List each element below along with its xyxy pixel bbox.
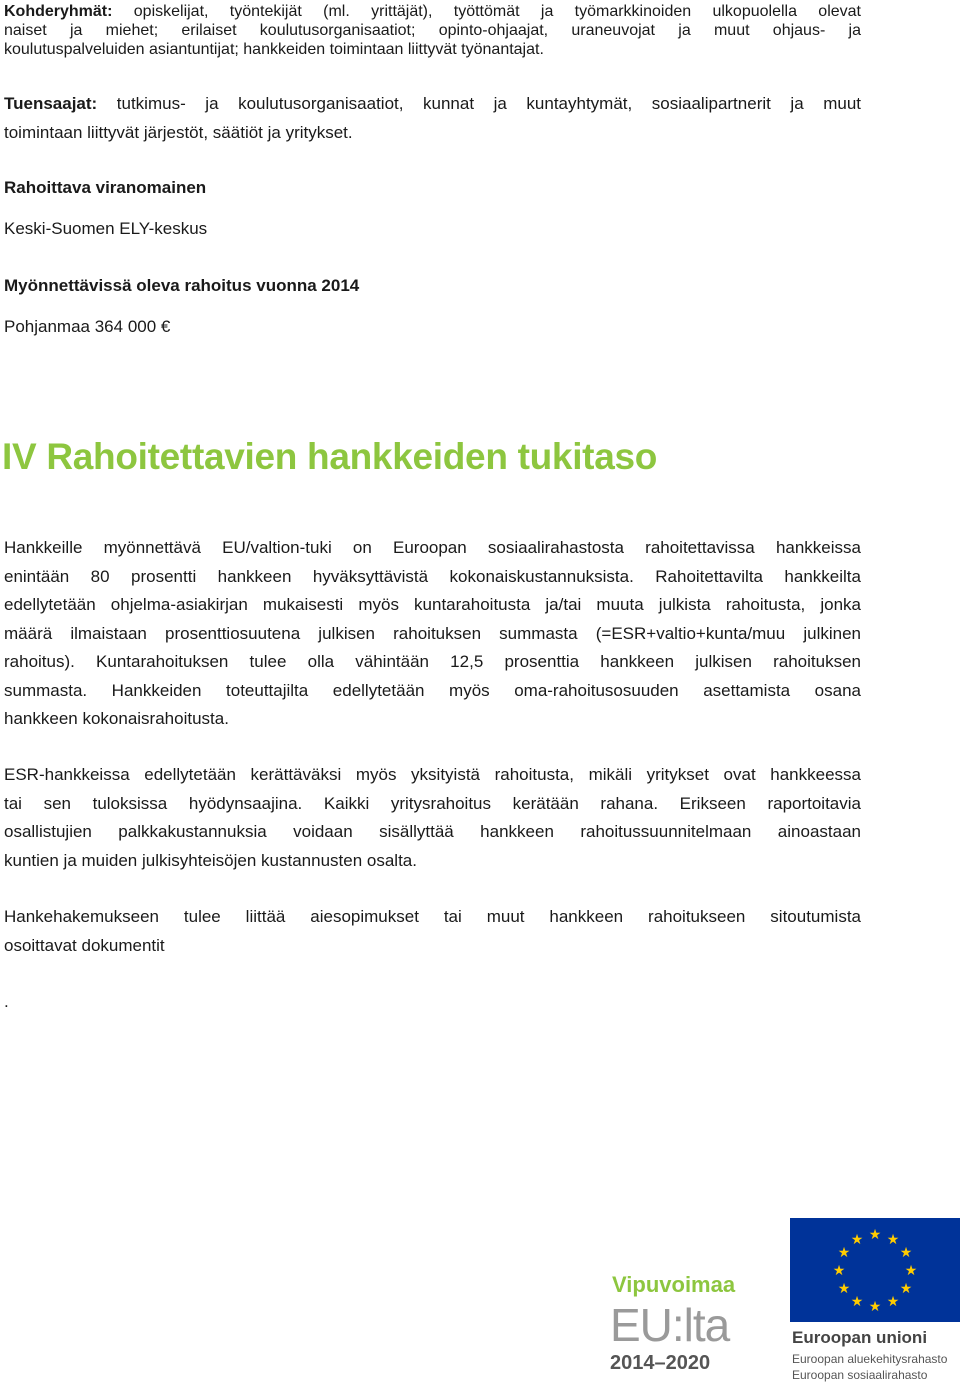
svg-text:★: ★ — [868, 1299, 882, 1315]
svg-text:★: ★ — [899, 1281, 913, 1297]
eu-sub-erdf: Euroopan aluekehitysrahasto — [792, 1352, 948, 1366]
eu-stars-icon — [790, 1218, 960, 1322]
paragraph-line: Hankkeille myönnettävä EU/valtion-tuki on Euroopan sosiaalirahastosta rahoitettavissa hankkeissa — [4, 538, 861, 557]
svg-text:★: ★ — [850, 1232, 864, 1248]
paragraph-line: kuntien ja muiden julkisyhteisöjen kustannusten osalta. — [4, 850, 417, 870]
paragraph-line: summasta. Hankkeiden toteuttajilta edellytetään myös oma-rahoitusosuuden asettamista osana — [4, 680, 861, 700]
kohderyhmat-line: naiset ja miehet; erilaiset koulutusorganisaatiot; opinto-ohjaajat, uraneuvojat ja muut ohjaus- ja — [4, 22, 861, 39]
tukitaso-paragraph-2 — [4, 761, 861, 875]
paragraph-line: osallistujien palkkakustannuksia voidaan sisällyttää hankkeen rahoitussuunnitelmaan ainoastaan — [4, 822, 861, 841]
paragraph-line: edellytetään ohjelma-asiakirjan mukaisesti myös kuntarahoitusta ja/tai muuta julkista rahoitusta, jonka — [4, 595, 861, 614]
rahoitus-value: Pohjanmaa 364 000 € — [4, 317, 171, 336]
paragraph-line: hankkeen kokonaisrahoitusta. — [4, 709, 229, 728]
vipuvoimaa-logo — [610, 1272, 760, 1382]
rahoittava-heading: Rahoittava viranomainen — [4, 178, 207, 197]
tuensaajat-label: Tuensaajat: — [4, 94, 98, 113]
tuensaajat-paragraph — [4, 90, 861, 147]
kohderyhmat-line: koulutuspalveluiden asiantuntijat; hankkeiden toimintaan liittyvät työnantajat. — [4, 41, 544, 58]
svg-text:★: ★ — [837, 1245, 851, 1261]
rahoittava-value: Keski-Suomen ELY-keskus — [4, 219, 208, 238]
paragraph-line: ESR-hankkeissa edellytetään kerättäväksi myös yksityistä rahoitusta, mikäli yritykset ovat hankkeessa — [4, 765, 861, 784]
svg-text:★: ★ — [904, 1263, 918, 1279]
trailing-dot: . — [4, 992, 9, 1011]
tukitaso-paragraph-1 — [4, 534, 861, 734]
paragraph-line: määrä ilmaistaan prosenttiosuutena julkisen rahoituksen summasta (=ESR+valtio+kunta/muu julkinen — [4, 623, 861, 643]
tukitaso-paragraph-3 — [4, 903, 861, 960]
tuensaajat-line: toimintaan liittyvät järjestöt, säätiöt ja yritykset. — [4, 122, 353, 142]
eu-name: Euroopan unioni — [792, 1328, 928, 1347]
kohderyhmat-label: Kohderyhmät: — [4, 3, 113, 20]
paragraph-line: Hankehakemukseen tulee liittää aiesopimukset tai muut hankkeen rahoitukseen sitoutumista — [4, 907, 861, 926]
eu-logo — [790, 1218, 960, 1384]
rahoitus-heading: Myönnettävissä oleva rahoitus vuonna 2014 — [4, 276, 360, 295]
svg-text:★: ★ — [868, 1227, 882, 1243]
vipuvoimaa-title: Vipuvoimaa — [612, 1272, 736, 1297]
svg-text:★: ★ — [886, 1294, 900, 1310]
svg-text:★: ★ — [837, 1281, 851, 1297]
svg-text:★: ★ — [850, 1294, 864, 1310]
vipuvoimaa-eu: EU:lta — [610, 1299, 730, 1351]
paragraph-line: rahoitus). Kuntarahoituksen tulee olla vähintään 12,5 prosenttia hankkeen julkisen rahoituksen — [4, 652, 861, 671]
kohderyhmat-paragraph — [4, 2, 861, 59]
svg-text:★: ★ — [899, 1245, 913, 1261]
kohderyhmat-line: opiskelijat, työntekijät (ml. yrittäjät), työttömät ja työmarkkinoiden ulkopuolella olevat — [112, 3, 861, 20]
section-title: IV Rahoitettavien hankkeiden tukitaso — [2, 436, 658, 477]
paragraph-line: enintään 80 prosentti hankkeen hyväksyttävistä kokonaiskustannuksista. Rahoitettavilta hankkeilta — [4, 566, 861, 586]
svg-text:★: ★ — [886, 1232, 900, 1248]
paragraph-line: osoittavat dokumentit — [4, 935, 165, 955]
paragraph-line: tai sen tuloksissa hyödynsaajina. Kaikki yritysrahoitus kerätään rahana. Erikseen raportoitavia — [4, 793, 861, 813]
vipuvoimaa-years: 2014–2020 — [610, 1352, 711, 1374]
svg-text:★: ★ — [832, 1263, 846, 1279]
tuensaajat-line: tutkimus- ja koulutusorganisaatiot, kunnat ja kuntayhtymät, sosiaalipartnerit ja muut — [97, 94, 861, 113]
eu-flag-icon — [790, 1218, 960, 1322]
eu-sub-esf: Euroopan sosiaalirahasto — [792, 1368, 928, 1382]
